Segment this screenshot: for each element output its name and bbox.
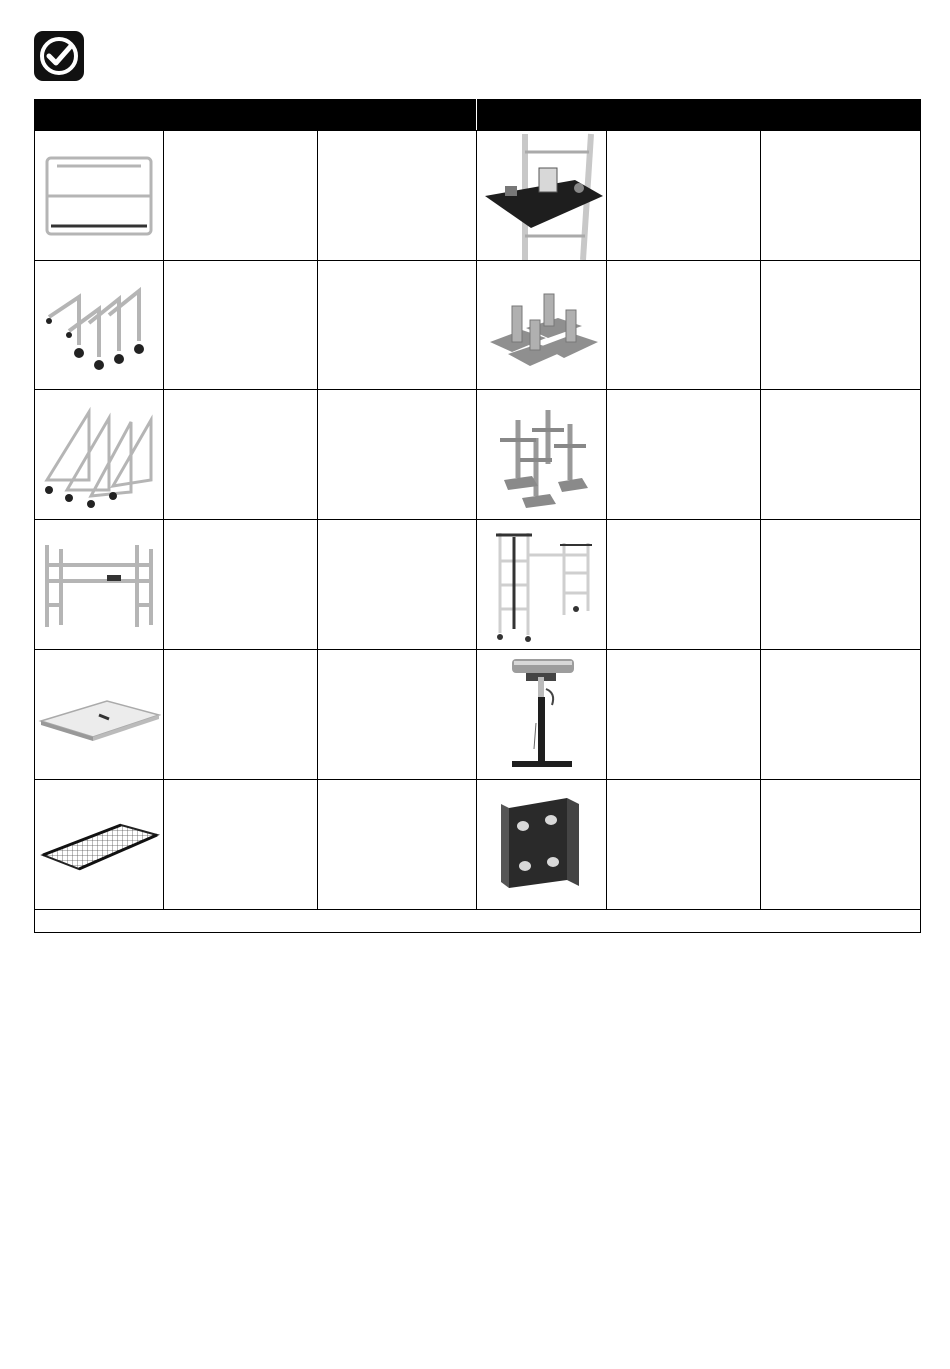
header-bar-right: [477, 99, 921, 130]
mesh-platform-deck-icon: [35, 780, 163, 909]
fixed-base-plates-icon: [477, 261, 606, 389]
adjustable-base-jacks-icon: [477, 390, 606, 519]
components-table: [34, 99, 921, 933]
stabiliser-frames-with-castors-icon: [35, 390, 163, 519]
work-platform-deck-icon: [35, 650, 163, 779]
tool-tray-attachment-icon: [477, 131, 606, 260]
roller-stand-icon: [477, 650, 606, 779]
check-badge-icon: [34, 31, 84, 81]
outrigger-with-castors-icon: [35, 261, 163, 389]
header-bar-left: [34, 99, 476, 130]
bracket-plate-icon: [477, 780, 606, 909]
row-divider: [34, 909, 921, 910]
scaffold-tower-frame-icon: [35, 520, 163, 649]
ladder-frame-tower-icon: [477, 520, 606, 649]
guard-rail-frame-icon: [35, 131, 163, 260]
